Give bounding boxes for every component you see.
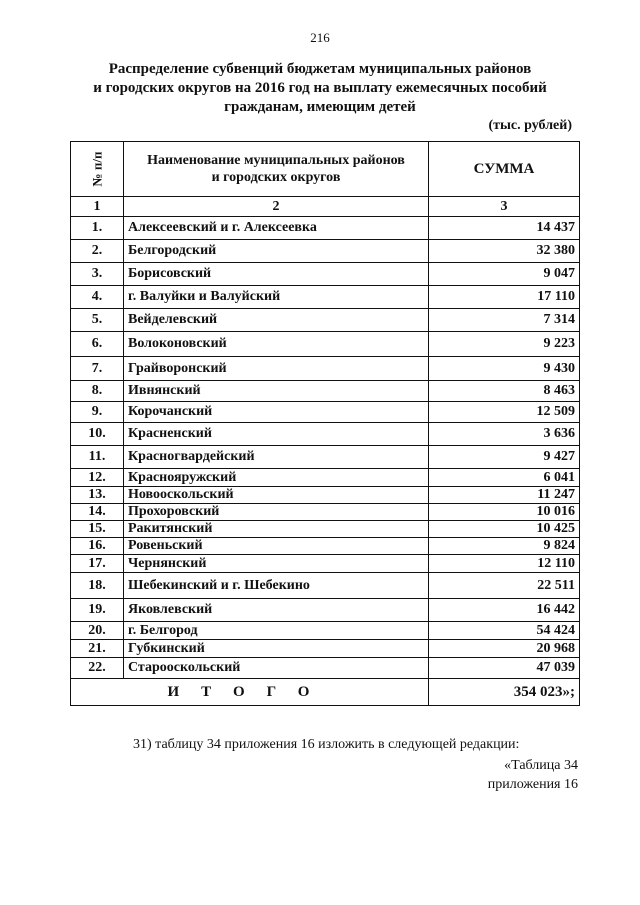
district-name: г. Белгород [124, 622, 429, 640]
district-name: Шебекинский и г. Шебекино [124, 573, 429, 599]
district-name: Яковлевский [124, 599, 429, 622]
table-row [71, 357, 580, 381]
table-row [71, 263, 580, 286]
column-index: 1 [71, 197, 124, 217]
district-sum: 14 437 [429, 217, 580, 240]
row-number: 17. [71, 555, 124, 573]
column-index-row [71, 197, 580, 217]
district-name: Волоконовский [124, 332, 429, 357]
district-sum: 12 110 [429, 555, 580, 573]
row-number: 18. [71, 573, 124, 599]
district-name: Губкинский [124, 640, 429, 658]
table-row [71, 469, 580, 487]
district-name: Грайворонский [124, 357, 429, 381]
table-row [71, 309, 580, 332]
district-name: Белгородский [124, 240, 429, 263]
district-name: Ровеньский [124, 538, 429, 555]
table-row [71, 240, 580, 263]
district-sum: 11 247 [429, 487, 580, 504]
district-sum: 9 430 [429, 357, 580, 381]
appendix-reference: приложения 16 [487, 777, 578, 792]
total-row [71, 679, 580, 706]
district-sum: 12 509 [429, 402, 580, 423]
table-row [71, 286, 580, 309]
district-sum: 54 424 [429, 622, 580, 640]
document-title [60, 60, 580, 117]
subsidy-table [70, 141, 580, 706]
units-label: (тыс. рублей) [488, 118, 572, 133]
table-body [71, 217, 580, 679]
row-number: 3. [71, 263, 124, 286]
district-sum: 16 442 [429, 599, 580, 622]
row-number: 20. [71, 622, 124, 640]
table-row [71, 217, 580, 240]
table-row [71, 538, 580, 555]
total-sum: 354 023»; [429, 679, 580, 706]
header-name-line-2: и городских округов [211, 170, 341, 185]
district-name: Ивнянский [124, 381, 429, 402]
row-number: 6. [71, 332, 124, 357]
row-number: 10. [71, 423, 124, 446]
row-number: 7. [71, 357, 124, 381]
row-number: 19. [71, 599, 124, 622]
title-line-1: Распределение субвенций бюджетам муниципальных районов [108, 61, 532, 77]
row-number: 1. [71, 217, 124, 240]
table-row [71, 521, 580, 538]
district-sum: 20 968 [429, 640, 580, 658]
district-sum: 9 427 [429, 446, 580, 469]
row-number: 21. [71, 640, 124, 658]
amendment-text: 31) таблицу 34 приложения 16 изложить в следующей редакции: [133, 737, 520, 752]
table-row [71, 402, 580, 423]
column-index: 3 [429, 197, 580, 217]
table-row [71, 381, 580, 402]
header-number-label: № п/п [89, 151, 104, 186]
district-sum: 8 463 [429, 381, 580, 402]
table-row [71, 332, 580, 357]
district-name: Корочанский [124, 402, 429, 423]
table-reference: «Таблица 34 [504, 758, 578, 773]
row-number: 2. [71, 240, 124, 263]
district-name: Ракитянский [124, 521, 429, 538]
table-row [71, 658, 580, 679]
district-sum: 17 110 [429, 286, 580, 309]
table-row [71, 622, 580, 640]
table-row [71, 599, 580, 622]
row-number: 22. [71, 658, 124, 679]
district-name: Красненский [124, 423, 429, 446]
district-name: Старооскольский [124, 658, 429, 679]
table-row [71, 446, 580, 469]
total-label: ИТОГО [71, 679, 429, 706]
district-sum: 9 223 [429, 332, 580, 357]
district-name: Вейделевский [124, 309, 429, 332]
table-row [71, 640, 580, 658]
district-sum: 3 636 [429, 423, 580, 446]
table-row [71, 504, 580, 521]
header-sum: СУММА [429, 142, 580, 197]
column-index: 2 [124, 197, 429, 217]
district-name: Новооскольский [124, 487, 429, 504]
district-sum: 10 016 [429, 504, 580, 521]
row-number: 4. [71, 286, 124, 309]
district-name: Краснояружский [124, 469, 429, 487]
district-name: Борисовский [124, 263, 429, 286]
district-sum: 7 314 [429, 309, 580, 332]
row-number: 13. [71, 487, 124, 504]
district-sum: 32 380 [429, 240, 580, 263]
row-number: 9. [71, 402, 124, 423]
row-number: 15. [71, 521, 124, 538]
table-row [71, 487, 580, 504]
district-sum: 10 425 [429, 521, 580, 538]
title-line-3: гражданам, имеющим детей [224, 99, 416, 115]
row-number: 5. [71, 309, 124, 332]
header-name-line-1: Наименование муниципальных районов [147, 153, 405, 168]
row-number: 14. [71, 504, 124, 521]
header-name [124, 142, 429, 197]
row-number: 12. [71, 469, 124, 487]
row-number: 8. [71, 381, 124, 402]
district-name: Алексеевский и г. Алексеевка [124, 217, 429, 240]
row-number: 11. [71, 446, 124, 469]
district-sum: 47 039 [429, 658, 580, 679]
title-line-2: и городских округов на 2016 год на выплату ежемесячных пособий [93, 80, 547, 96]
page-number: 216 [310, 30, 330, 45]
district-name: г. Валуйки и Валуйский [124, 286, 429, 309]
district-sum: 22 511 [429, 573, 580, 599]
header-number [71, 142, 124, 197]
row-number: 16. [71, 538, 124, 555]
table-row [71, 573, 580, 599]
district-name: Чернянский [124, 555, 429, 573]
district-sum: 6 041 [429, 469, 580, 487]
district-sum: 9 824 [429, 538, 580, 555]
district-sum: 9 047 [429, 263, 580, 286]
district-name: Красногвардейский [124, 446, 429, 469]
district-name: Прохоровский [124, 504, 429, 521]
table-row [71, 555, 580, 573]
table-header-row [71, 142, 580, 197]
table-row [71, 423, 580, 446]
